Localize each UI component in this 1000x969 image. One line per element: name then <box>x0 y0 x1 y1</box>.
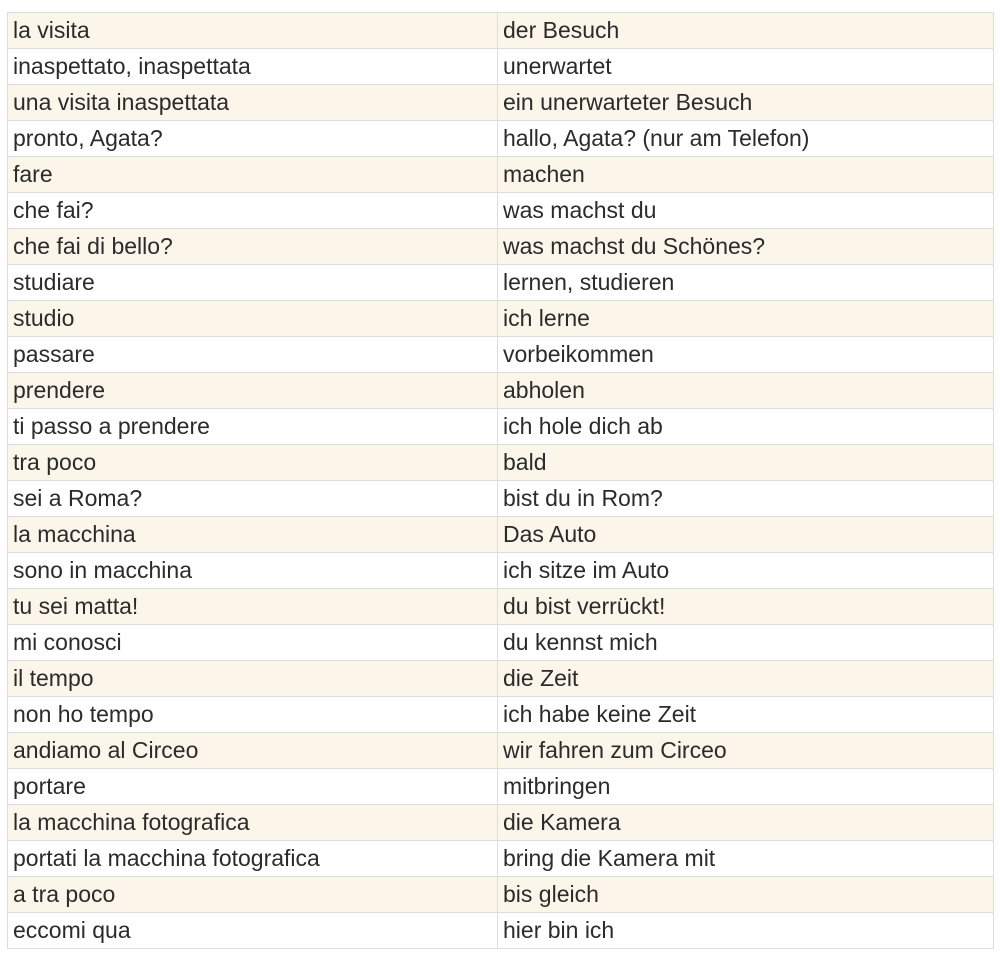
vocabulary-row <box>8 85 994 121</box>
italian-term: una visita inaspettata <box>8 85 498 121</box>
german-translation: du kennst mich <box>498 625 994 661</box>
german-translation: hallo, Agata? (nur am Telefon) <box>498 121 994 157</box>
german-translation: bis gleich <box>498 877 994 913</box>
vocabulary-row <box>8 733 994 769</box>
vocabulary-row <box>8 877 994 913</box>
german-translation: lernen, studieren <box>498 265 994 301</box>
vocabulary-row <box>8 265 994 301</box>
italian-term: fare <box>8 157 498 193</box>
german-translation: hier bin ich <box>498 913 994 949</box>
german-translation: bist du in Rom? <box>498 481 994 517</box>
italian-term: ti passo a prendere <box>8 409 498 445</box>
german-translation: machen <box>498 157 994 193</box>
german-translation: wir fahren zum Circeo <box>498 733 994 769</box>
german-translation: du bist verrückt! <box>498 589 994 625</box>
german-translation: was machst du Schönes? <box>498 229 994 265</box>
italian-term: sono in macchina <box>8 553 498 589</box>
vocabulary-row <box>8 157 994 193</box>
italian-term: la macchina <box>8 517 498 553</box>
german-translation: ein unerwarteter Besuch <box>498 85 994 121</box>
vocabulary-row <box>8 697 994 733</box>
italian-term: che fai? <box>8 193 498 229</box>
vocabulary-row <box>8 445 994 481</box>
italian-term: a tra poco <box>8 877 498 913</box>
italian-term: pronto, Agata? <box>8 121 498 157</box>
italian-term: mi conosci <box>8 625 498 661</box>
italian-term: portare <box>8 769 498 805</box>
vocabulary-row <box>8 769 994 805</box>
german-translation: die Zeit <box>498 661 994 697</box>
italian-term: tu sei matta! <box>8 589 498 625</box>
german-translation: ich habe keine Zeit <box>498 697 994 733</box>
german-translation: unerwartet <box>498 49 994 85</box>
italian-term: il tempo <box>8 661 498 697</box>
vocabulary-row <box>8 481 994 517</box>
vocabulary-row <box>8 193 994 229</box>
italian-term: studio <box>8 301 498 337</box>
italian-term: non ho tempo <box>8 697 498 733</box>
italian-term: prendere <box>8 373 498 409</box>
vocabulary-row <box>8 553 994 589</box>
vocabulary-row <box>8 589 994 625</box>
italian-term: andiamo al Circeo <box>8 733 498 769</box>
german-translation: die Kamera <box>498 805 994 841</box>
german-translation: bald <box>498 445 994 481</box>
vocabulary-row <box>8 13 994 49</box>
vocabulary-row <box>8 229 994 265</box>
german-translation: Das Auto <box>498 517 994 553</box>
vocabulary-table-container <box>7 12 993 949</box>
vocabulary-row <box>8 373 994 409</box>
vocabulary-table <box>7 12 994 949</box>
german-translation: ich hole dich ab <box>498 409 994 445</box>
vocabulary-row <box>8 49 994 85</box>
german-translation: mitbringen <box>498 769 994 805</box>
vocabulary-row <box>8 337 994 373</box>
german-translation: vorbeikommen <box>498 337 994 373</box>
vocabulary-row <box>8 517 994 553</box>
italian-term: inaspettato, inaspettata <box>8 49 498 85</box>
german-translation: bring die Kamera mit <box>498 841 994 877</box>
vocabulary-row <box>8 805 994 841</box>
italian-term: tra poco <box>8 445 498 481</box>
vocabulary-row <box>8 625 994 661</box>
italian-term: la visita <box>8 13 498 49</box>
italian-term: che fai di bello? <box>8 229 498 265</box>
vocabulary-row <box>8 661 994 697</box>
vocabulary-table-body <box>8 13 994 949</box>
german-translation: der Besuch <box>498 13 994 49</box>
vocabulary-row <box>8 121 994 157</box>
italian-term: studiare <box>8 265 498 301</box>
german-translation: ich sitze im Auto <box>498 553 994 589</box>
german-translation: abholen <box>498 373 994 409</box>
italian-term: la macchina fotografica <box>8 805 498 841</box>
italian-term: sei a Roma? <box>8 481 498 517</box>
vocabulary-row <box>8 913 994 949</box>
german-translation: was machst du <box>498 193 994 229</box>
vocabulary-row <box>8 301 994 337</box>
italian-term: eccomi qua <box>8 913 498 949</box>
german-translation: ich lerne <box>498 301 994 337</box>
italian-term: portati la macchina fotografica <box>8 841 498 877</box>
vocabulary-row <box>8 409 994 445</box>
italian-term: passare <box>8 337 498 373</box>
vocabulary-row <box>8 841 994 877</box>
